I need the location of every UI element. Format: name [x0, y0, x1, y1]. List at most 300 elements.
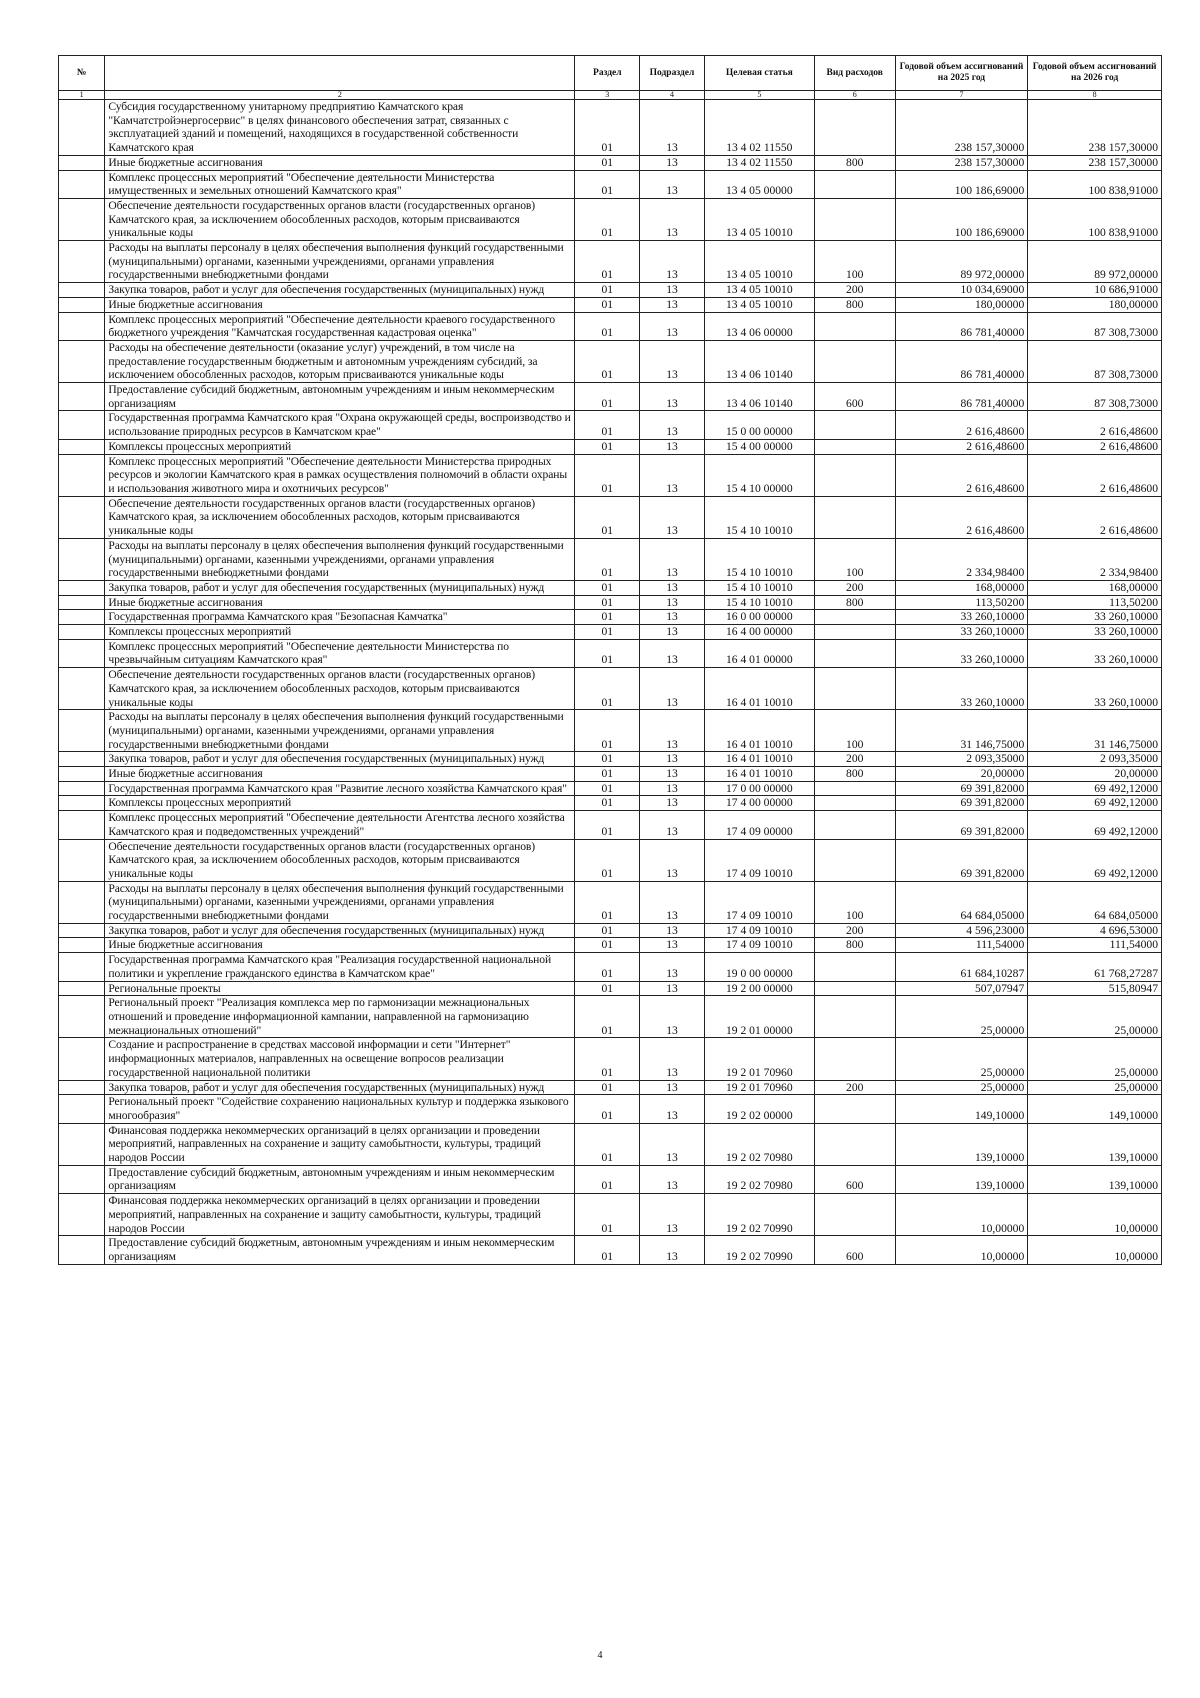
row-number [59, 1080, 105, 1095]
row-podrazdel: 13 [640, 668, 705, 710]
row-razdel: 01 [575, 198, 640, 240]
row-number [59, 781, 105, 796]
row-number [59, 923, 105, 938]
header-statya: Целевая статья [704, 56, 814, 91]
row-number [59, 198, 105, 240]
row-vid [814, 411, 895, 439]
row-statya: 19 2 02 00000 [704, 1095, 814, 1123]
row-amount-2025: 139,10000 [895, 1123, 1028, 1165]
row-podrazdel: 13 [640, 312, 705, 340]
row-number [59, 411, 105, 439]
table-row [59, 580, 1162, 595]
row-amount-2026: 2 093,35000 [1028, 752, 1162, 767]
row-podrazdel: 13 [640, 953, 705, 981]
row-number [59, 283, 105, 298]
row-name: Комплекс процессных мероприятий "Обеспечение деятельности Министерства по чрезвычайным ситуациям Камчатского края" [105, 639, 575, 667]
table-row [59, 625, 1162, 640]
table-row [59, 241, 1162, 283]
row-number [59, 595, 105, 610]
row-amount-2026: 10 686,91000 [1028, 283, 1162, 298]
row-statya: 17 0 00 00000 [704, 781, 814, 796]
row-podrazdel: 13 [640, 981, 705, 996]
row-name: Обеспечение деятельности государственных органов власти (государственных органов) Камчатского края, за исключением обособленных расходов, которым присваиваются уникальные коды [105, 668, 575, 710]
row-number [59, 953, 105, 981]
row-razdel: 01 [575, 811, 640, 839]
row-vid [814, 340, 895, 382]
row-statya: 19 2 01 00000 [704, 996, 814, 1038]
row-podrazdel: 13 [640, 439, 705, 454]
row-razdel: 01 [575, 796, 640, 811]
row-name: Расходы на обеспечение деятельности (оказание услуг) учреждений, в том числе на предоставление государственным бюджетным и автономным учреждениям субсидий, за исключением обособленных расходов, которым присваиваются уникальные коды [105, 340, 575, 382]
row-vid [814, 439, 895, 454]
row-number [59, 538, 105, 580]
row-razdel: 01 [575, 710, 640, 752]
row-amount-2026: 89 972,00000 [1028, 241, 1162, 283]
row-name: Государственная программа Камчатского края "Реализация государственной национальной политики и укрепление гражданского единства в Камчатском крае" [105, 953, 575, 981]
row-statya: 19 2 01 70960 [704, 1080, 814, 1095]
row-name: Государственная программа Камчатского края "Безопасная Камчатка" [105, 610, 575, 625]
row-amount-2025: 100 186,69000 [895, 198, 1028, 240]
row-amount-2026: 33 260,10000 [1028, 625, 1162, 640]
row-statya: 16 4 01 10010 [704, 668, 814, 710]
row-amount-2025: 69 391,82000 [895, 811, 1028, 839]
row-amount-2026: 61 768,27287 [1028, 953, 1162, 981]
table-row [59, 340, 1162, 382]
row-amount-2026: 149,10000 [1028, 1095, 1162, 1123]
row-podrazdel: 13 [640, 1194, 705, 1236]
row-razdel: 01 [575, 923, 640, 938]
row-podrazdel: 13 [640, 170, 705, 198]
row-razdel: 01 [575, 752, 640, 767]
row-statya: 13 4 05 10010 [704, 297, 814, 312]
row-number [59, 241, 105, 283]
header-2026: Годовой объем ассигнований на 2026 год [1028, 56, 1162, 91]
row-podrazdel: 13 [640, 155, 705, 170]
row-statya: 16 0 00 00000 [704, 610, 814, 625]
row-amount-2026: 2 616,48600 [1028, 411, 1162, 439]
row-name: Обеспечение деятельности государственных органов власти (государственных органов) Камчатского края, за исключением обособленных расходов, которым присваиваются уникальные коды [105, 198, 575, 240]
row-amount-2025: 2 093,35000 [895, 752, 1028, 767]
row-razdel: 01 [575, 411, 640, 439]
row-amount-2025: 139,10000 [895, 1165, 1028, 1193]
row-vid [814, 839, 895, 881]
row-name: Расходы на выплаты персоналу в целях обеспечения выполнения функций государственными (муниципальными) органами, казенными учреждениями, органами управления государственными внебюджетными фондами [105, 538, 575, 580]
row-number [59, 1194, 105, 1236]
row-vid [814, 1095, 895, 1123]
row-name: Иные бюджетные ассигнования [105, 297, 575, 312]
row-amount-2026: 33 260,10000 [1028, 610, 1162, 625]
row-vid [814, 496, 895, 538]
row-amount-2025: 61 684,10287 [895, 953, 1028, 981]
row-statya: 17 4 09 10010 [704, 881, 814, 923]
table-row [59, 312, 1162, 340]
row-name: Закупка товаров, работ и услуг для обеспечения государственных (муниципальных) нужд [105, 283, 575, 298]
row-statya: 13 4 06 10140 [704, 383, 814, 411]
row-podrazdel: 13 [640, 781, 705, 796]
row-amount-2025: 69 391,82000 [895, 781, 1028, 796]
row-number [59, 1038, 105, 1080]
row-podrazdel: 13 [640, 1080, 705, 1095]
row-podrazdel: 13 [640, 839, 705, 881]
row-vid: 600 [814, 1165, 895, 1193]
row-amount-2026: 4 696,53000 [1028, 923, 1162, 938]
row-amount-2026: 111,54000 [1028, 938, 1162, 953]
row-name: Региональный проект "Реализация комплекса мер по гармонизации межнациональных отношений и проведение информационной кампании, направленной на гармонизацию межнациональных отношений" [105, 996, 575, 1038]
row-razdel: 01 [575, 297, 640, 312]
row-statya: 16 4 01 10010 [704, 767, 814, 782]
table-row [59, 839, 1162, 881]
row-vid: 600 [814, 383, 895, 411]
row-amount-2025: 89 972,00000 [895, 241, 1028, 283]
row-statya: 16 4 00 00000 [704, 625, 814, 640]
table-row [59, 496, 1162, 538]
column-number: 6 [814, 91, 895, 100]
row-amount-2026: 2 616,48600 [1028, 439, 1162, 454]
row-razdel: 01 [575, 781, 640, 796]
row-vid: 800 [814, 155, 895, 170]
row-name: Закупка товаров, работ и услуг для обеспечения государственных (муниципальных) нужд [105, 580, 575, 595]
row-razdel: 01 [575, 170, 640, 198]
row-amount-2025: 33 260,10000 [895, 625, 1028, 640]
row-amount-2026: 100 838,91000 [1028, 198, 1162, 240]
row-amount-2025: 33 260,10000 [895, 610, 1028, 625]
row-statya: 19 2 02 70990 [704, 1194, 814, 1236]
header-name [105, 56, 575, 91]
row-statya: 13 4 05 00000 [704, 170, 814, 198]
row-name: Расходы на выплаты персоналу в целях обеспечения выполнения функций государственными (муниципальными) органами, казенными учреждениями, органами управления государственными внебюджетными фондами [105, 881, 575, 923]
row-razdel: 01 [575, 1038, 640, 1080]
table-row [59, 710, 1162, 752]
page-number: 4 [597, 1650, 603, 1661]
row-podrazdel: 13 [640, 595, 705, 610]
row-name: Комплекс процессных мероприятий "Обеспечение деятельности Агентства лесного хозяйства Камчатского края и подведомственных учреждений" [105, 811, 575, 839]
row-amount-2025: 86 781,40000 [895, 340, 1028, 382]
budget-sheet [58, 55, 1162, 1265]
row-amount-2026: 87 308,73000 [1028, 383, 1162, 411]
table-row [59, 811, 1162, 839]
row-statya: 13 4 05 10010 [704, 283, 814, 298]
row-amount-2025: 2 616,48600 [895, 411, 1028, 439]
row-razdel: 01 [575, 1165, 640, 1193]
row-amount-2026: 515,80947 [1028, 981, 1162, 996]
row-podrazdel: 13 [640, 1165, 705, 1193]
row-razdel: 01 [575, 625, 640, 640]
table-row [59, 781, 1162, 796]
row-vid [814, 668, 895, 710]
row-razdel: 01 [575, 1123, 640, 1165]
row-number [59, 881, 105, 923]
column-number: 7 [895, 91, 1028, 100]
table-row [59, 953, 1162, 981]
row-amount-2026: 25,00000 [1028, 1080, 1162, 1095]
table-row [59, 668, 1162, 710]
row-statya: 19 2 02 70990 [704, 1236, 814, 1264]
row-amount-2025: 69 391,82000 [895, 839, 1028, 881]
row-number [59, 710, 105, 752]
row-razdel: 01 [575, 496, 640, 538]
row-amount-2026: 238 157,30000 [1028, 100, 1162, 156]
row-vid [814, 454, 895, 496]
table-row [59, 297, 1162, 312]
row-name: Комплексы процессных мероприятий [105, 796, 575, 811]
table-row [59, 981, 1162, 996]
row-name: Региональный проект "Содействие сохранению национальных культур и поддержка языкового многообразия" [105, 1095, 575, 1123]
row-number [59, 1165, 105, 1193]
row-amount-2026: 64 684,05000 [1028, 881, 1162, 923]
row-name: Закупка товаров, работ и услуг для обеспечения государственных (муниципальных) нужд [105, 1080, 575, 1095]
row-vid: 200 [814, 1080, 895, 1095]
row-amount-2026: 31 146,75000 [1028, 710, 1162, 752]
row-number [59, 938, 105, 953]
row-amount-2026: 180,00000 [1028, 297, 1162, 312]
table-row [59, 1123, 1162, 1165]
row-razdel: 01 [575, 1236, 640, 1264]
row-podrazdel: 13 [640, 796, 705, 811]
row-statya: 16 4 01 10010 [704, 710, 814, 752]
row-vid [814, 639, 895, 667]
row-vid [814, 781, 895, 796]
row-number [59, 340, 105, 382]
row-name: Финансовая поддержка некоммерческих организаций в целях организации и проведении мероприятий, направленных на сохранение и защиту самобытности, культуры, традиций народов России [105, 1194, 575, 1236]
row-podrazdel: 13 [640, 1095, 705, 1123]
row-vid: 200 [814, 283, 895, 298]
row-vid [814, 1123, 895, 1165]
table-row [59, 881, 1162, 923]
row-podrazdel: 13 [640, 710, 705, 752]
row-statya: 13 4 06 00000 [704, 312, 814, 340]
row-number [59, 454, 105, 496]
row-name: Иные бюджетные ассигнования [105, 155, 575, 170]
row-razdel: 01 [575, 454, 640, 496]
row-name: Иные бюджетные ассигнования [105, 938, 575, 953]
row-podrazdel: 13 [640, 923, 705, 938]
table-row [59, 454, 1162, 496]
table-row [59, 610, 1162, 625]
column-number-row [59, 91, 1162, 100]
header-podrazdel: Подраздел [640, 56, 705, 91]
row-podrazdel: 13 [640, 411, 705, 439]
row-number [59, 100, 105, 156]
table-header-row [59, 56, 1162, 91]
row-amount-2025: 33 260,10000 [895, 639, 1028, 667]
row-razdel: 01 [575, 767, 640, 782]
row-statya: 19 2 02 70980 [704, 1123, 814, 1165]
table-row [59, 595, 1162, 610]
row-name: Закупка товаров, работ и услуг для обеспечения государственных (муниципальных) нужд [105, 923, 575, 938]
row-razdel: 01 [575, 668, 640, 710]
row-amount-2025: 111,54000 [895, 938, 1028, 953]
table-row [59, 383, 1162, 411]
row-number [59, 996, 105, 1038]
row-vid: 100 [814, 538, 895, 580]
table-row [59, 752, 1162, 767]
header-vid: Вид расходов [814, 56, 895, 91]
row-amount-2025: 25,00000 [895, 1038, 1028, 1080]
row-razdel: 01 [575, 839, 640, 881]
row-amount-2026: 25,00000 [1028, 996, 1162, 1038]
row-vid [814, 796, 895, 811]
row-number [59, 625, 105, 640]
row-razdel: 01 [575, 155, 640, 170]
row-name: Комплексы процессных мероприятий [105, 439, 575, 454]
row-amount-2026: 69 492,12000 [1028, 781, 1162, 796]
table-row [59, 1165, 1162, 1193]
row-number [59, 610, 105, 625]
row-podrazdel: 13 [640, 996, 705, 1038]
row-name: Иные бюджетные ассигнования [105, 767, 575, 782]
row-razdel: 01 [575, 100, 640, 156]
row-number [59, 496, 105, 538]
row-name: Финансовая поддержка некоммерческих организаций в целях организации и проведении мероприятий, направленных на сохранение и защиту самобытности, культуры, традиций народов России [105, 1123, 575, 1165]
row-number [59, 1236, 105, 1264]
row-name: Комплексы процессных мероприятий [105, 625, 575, 640]
row-podrazdel: 13 [640, 340, 705, 382]
row-podrazdel: 13 [640, 881, 705, 923]
row-amount-2025: 507,07947 [895, 981, 1028, 996]
row-amount-2026: 33 260,10000 [1028, 668, 1162, 710]
row-name: Региональные проекты [105, 981, 575, 996]
row-statya: 15 4 00 00000 [704, 439, 814, 454]
row-razdel: 01 [575, 938, 640, 953]
row-amount-2025: 10,00000 [895, 1236, 1028, 1264]
row-razdel: 01 [575, 283, 640, 298]
table-row [59, 767, 1162, 782]
row-statya: 19 0 00 00000 [704, 953, 814, 981]
row-statya: 17 4 09 10010 [704, 938, 814, 953]
row-amount-2025: 20,00000 [895, 767, 1028, 782]
row-name: Обеспечение деятельности государственных органов власти (государственных органов) Камчатского края, за исключением обособленных расходов, которым присваиваются уникальные коды [105, 839, 575, 881]
header-2025: Годовой объем ассигнований на 2025 год [895, 56, 1028, 91]
row-vid: 100 [814, 881, 895, 923]
table-row [59, 100, 1162, 156]
row-podrazdel: 13 [640, 383, 705, 411]
row-amount-2026: 139,10000 [1028, 1165, 1162, 1193]
table-row [59, 796, 1162, 811]
row-amount-2026: 113,50200 [1028, 595, 1162, 610]
row-amount-2026: 33 260,10000 [1028, 639, 1162, 667]
row-number [59, 297, 105, 312]
row-vid [814, 996, 895, 1038]
row-vid: 200 [814, 923, 895, 938]
row-vid: 100 [814, 241, 895, 283]
row-razdel: 01 [575, 595, 640, 610]
row-razdel: 01 [575, 340, 640, 382]
row-razdel: 01 [575, 1080, 640, 1095]
row-amount-2026: 168,00000 [1028, 580, 1162, 595]
column-number: 3 [575, 91, 640, 100]
table-row [59, 1236, 1162, 1264]
row-vid [814, 625, 895, 640]
row-amount-2025: 86 781,40000 [895, 312, 1028, 340]
row-podrazdel: 13 [640, 1038, 705, 1080]
row-number [59, 170, 105, 198]
row-vid: 600 [814, 1236, 895, 1264]
row-name: Расходы на выплаты персоналу в целях обеспечения выполнения функций государственными (муниципальными) органами, казенными учреждениями, органами управления государственными внебюджетными фондами [105, 241, 575, 283]
row-statya: 17 4 09 10010 [704, 839, 814, 881]
row-amount-2025: 10 034,69000 [895, 283, 1028, 298]
row-amount-2025: 2 334,98400 [895, 538, 1028, 580]
row-statya: 13 4 05 10010 [704, 198, 814, 240]
row-razdel: 01 [575, 383, 640, 411]
row-name: Комплекс процессных мероприятий "Обеспечение деятельности Министерства имущественных и земельных отношений Камчатского края" [105, 170, 575, 198]
row-razdel: 01 [575, 1194, 640, 1236]
row-razdel: 01 [575, 996, 640, 1038]
column-number: 4 [640, 91, 705, 100]
row-amount-2025: 2 616,48600 [895, 496, 1028, 538]
row-name: Предоставление субсидий бюджетным, автономным учреждениям и иным некоммерческим организациям [105, 1236, 575, 1264]
row-amount-2026: 100 838,91000 [1028, 170, 1162, 198]
row-number [59, 839, 105, 881]
row-name: Расходы на выплаты персоналу в целях обеспечения выполнения функций государственными (муниципальными) органами, казенными учреждениями, органами управления государственными внебюджетными фондами [105, 710, 575, 752]
row-amount-2026: 2 616,48600 [1028, 496, 1162, 538]
row-razdel: 01 [575, 439, 640, 454]
table-row [59, 938, 1162, 953]
row-number [59, 796, 105, 811]
row-amount-2026: 69 492,12000 [1028, 811, 1162, 839]
row-vid: 800 [814, 938, 895, 953]
row-number [59, 811, 105, 839]
table-row [59, 1038, 1162, 1080]
row-name: Предоставление субсидий бюджетным, автономным учреждениям и иным некоммерческим организациям [105, 383, 575, 411]
row-vid: 200 [814, 752, 895, 767]
row-amount-2026: 69 492,12000 [1028, 839, 1162, 881]
row-statya: 17 4 09 00000 [704, 811, 814, 839]
row-name: Государственная программа Камчатского края "Развитие лесного хозяйства Камчатского края" [105, 781, 575, 796]
table-row [59, 923, 1162, 938]
row-statya: 13 4 06 10140 [704, 340, 814, 382]
table-row [59, 283, 1162, 298]
column-number: 1 [59, 91, 105, 100]
row-statya: 15 4 10 10010 [704, 538, 814, 580]
row-podrazdel: 13 [640, 938, 705, 953]
row-statya: 15 4 10 10010 [704, 580, 814, 595]
row-statya: 17 4 00 00000 [704, 796, 814, 811]
row-amount-2025: 86 781,40000 [895, 383, 1028, 411]
row-amount-2026: 20,00000 [1028, 767, 1162, 782]
row-statya: 13 4 02 11550 [704, 155, 814, 170]
row-name: Комплекс процессных мероприятий "Обеспечение деятельности краевого государственного бюджетного учреждения "Камчатская государственная кадастровая оценка" [105, 312, 575, 340]
row-amount-2025: 2 616,48600 [895, 439, 1028, 454]
row-vid [814, 981, 895, 996]
row-amount-2026: 87 308,73000 [1028, 340, 1162, 382]
column-number: 5 [704, 91, 814, 100]
row-amount-2025: 69 391,82000 [895, 796, 1028, 811]
row-amount-2025: 2 616,48600 [895, 454, 1028, 496]
row-amount-2025: 100 186,69000 [895, 170, 1028, 198]
row-podrazdel: 13 [640, 100, 705, 156]
row-statya: 15 4 10 00000 [704, 454, 814, 496]
row-vid: 800 [814, 767, 895, 782]
row-vid: 100 [814, 710, 895, 752]
row-number [59, 767, 105, 782]
row-statya: 15 4 10 10010 [704, 595, 814, 610]
table-row [59, 1080, 1162, 1095]
row-amount-2025: 238 157,30000 [895, 155, 1028, 170]
header-razdel: Раздел [575, 56, 640, 91]
row-name: Создание и распространение в средствах массовой информации и сети "Интернет" информационных материалов, направленных на освещение вопросов реализации государственной национальной политики [105, 1038, 575, 1080]
row-amount-2026: 10,00000 [1028, 1236, 1162, 1264]
row-number [59, 155, 105, 170]
row-amount-2025: 4 596,23000 [895, 923, 1028, 938]
row-number [59, 312, 105, 340]
row-podrazdel: 13 [640, 580, 705, 595]
header-num: № [59, 56, 105, 91]
row-vid [814, 312, 895, 340]
row-amount-2026: 69 492,12000 [1028, 796, 1162, 811]
table-row [59, 996, 1162, 1038]
row-vid: 800 [814, 297, 895, 312]
row-amount-2025: 64 684,05000 [895, 881, 1028, 923]
